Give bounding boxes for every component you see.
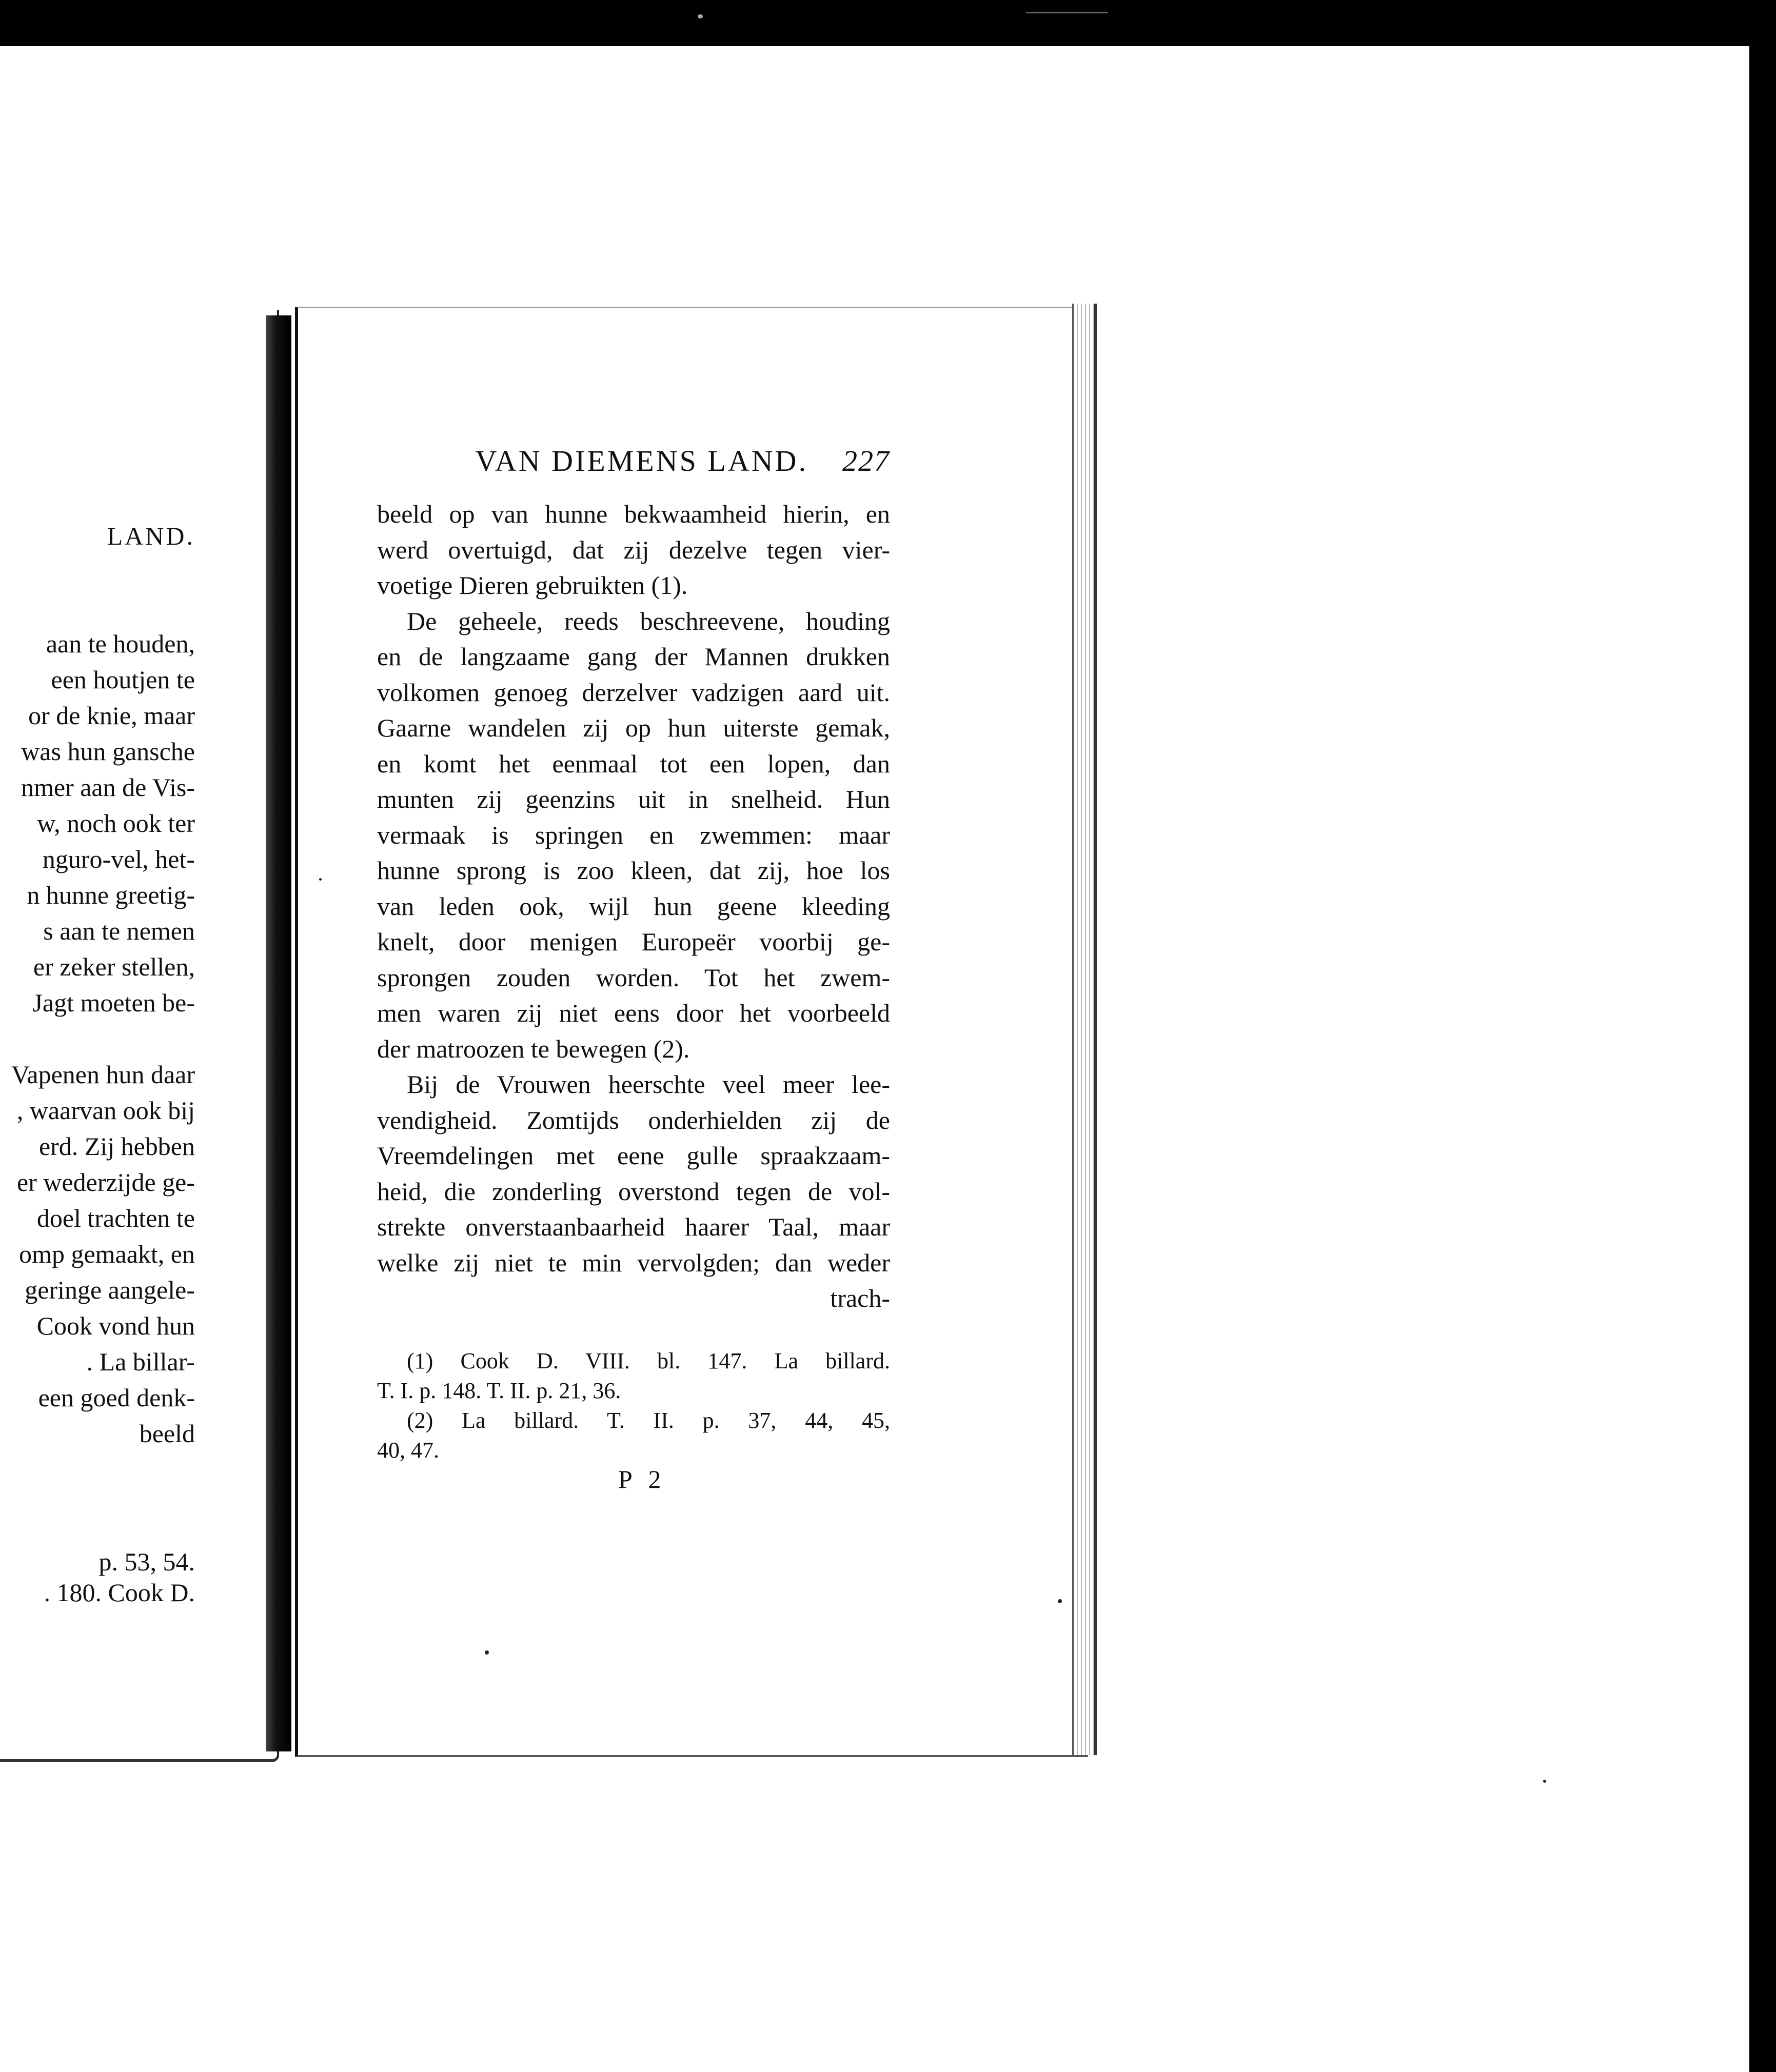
body-line: en komt het eenmaal tot een lopen, dan xyxy=(377,749,890,778)
left-page-line: Jagt moeten be- xyxy=(32,988,195,1017)
body-line: trach- xyxy=(830,1284,890,1312)
footnote-line: (1) Cook D. VIII. bl. 147. La billard. xyxy=(407,1348,890,1373)
left-page-line: w, noch ook ter xyxy=(37,809,195,838)
body-line: De geheele, reeds beschreevene, houding xyxy=(407,606,890,635)
body-line: werd overtuigd, dat zij dezelve tegen vier- xyxy=(377,535,890,564)
left-page-line: or de knie, maar xyxy=(28,701,195,730)
left-page-line: was hun gansche xyxy=(21,737,195,766)
body-line: sprongen zouden worden. Tot het zwem- xyxy=(377,963,890,992)
body-line: Gaarne wandelen zij op hun uiterste gemak, xyxy=(377,713,890,742)
left-page-line: beeld xyxy=(139,1419,195,1448)
left-page-line: aan te houden, xyxy=(46,629,195,658)
left-footnote: p. 53, 54. xyxy=(98,1547,195,1576)
left-page-line: een houtjen te xyxy=(51,665,195,694)
left-page-line: nmer aan de Vis- xyxy=(21,773,195,802)
body-line: vermaak is springen en zwemmen: maar xyxy=(377,820,890,849)
left-footnote: . 180. Cook D. xyxy=(44,1578,195,1607)
body-line: en de langzaame gang der Mannen drukken xyxy=(377,642,890,671)
running-head: VAN DIEMENS LAND. xyxy=(475,444,808,477)
left-page-line: omp gemaakt, en xyxy=(19,1240,195,1268)
left-page-line: nguro-vel, het- xyxy=(42,845,195,873)
scan-scratch xyxy=(1026,12,1108,13)
left-page-line: geringe aangele- xyxy=(25,1276,195,1304)
body-line: munten zij geenzins uit in snelheid. Hun xyxy=(377,785,890,813)
body-line: welke zij niet te min vervolgden; dan weder xyxy=(377,1248,890,1277)
page-number: 227 xyxy=(842,444,890,477)
left-page-line: s aan te nemen xyxy=(43,917,195,945)
left-page-line: Vapenen hun daar xyxy=(11,1060,195,1089)
book-spine xyxy=(266,315,291,1751)
left-page-line xyxy=(0,1021,195,1057)
scan-speck xyxy=(485,1650,489,1655)
left-page-line: , waarvan ook bij xyxy=(16,1096,195,1125)
left-page-line: Cook vond hun xyxy=(36,1311,195,1340)
page-edges xyxy=(1072,304,1097,1755)
scan-speck xyxy=(698,14,703,18)
body-line: Vreemdelingen met eene gulle spraakzaam- xyxy=(377,1141,890,1170)
body-line: vendigheid. Zomtijds onderhielden zij de xyxy=(377,1105,890,1134)
footnote-line: (2) La billard. T. II. p. 37, 44, 45, xyxy=(407,1408,890,1433)
left-running-head: LAND. xyxy=(107,522,195,550)
scan-speck xyxy=(1058,1599,1062,1603)
footnote-line: T. I. p. 148. T. II. p. 21, 36. xyxy=(377,1378,621,1403)
left-page-line: er wederzijde ge- xyxy=(17,1168,195,1197)
body-line: der matroozen te bewegen (2). xyxy=(377,1034,690,1063)
body-line: Bij de Vrouwen heerschte veel meer lee- xyxy=(407,1070,890,1099)
signature-mark: P 2 xyxy=(618,1465,666,1493)
body-line: heid, die zonderling overstond tegen de vol- xyxy=(377,1177,890,1206)
left-page-footnotes xyxy=(0,1544,195,1605)
left-page-line: een goed denk- xyxy=(38,1383,195,1412)
footnotes xyxy=(377,1346,890,1465)
scan-speck xyxy=(319,878,322,881)
left-page-line: doel trachten te xyxy=(36,1204,195,1232)
scan-speck xyxy=(1543,1780,1546,1783)
left-page-line: erd. Zij hebben xyxy=(38,1132,195,1161)
left-page xyxy=(0,310,279,1762)
footnote-line: 40, 47. xyxy=(377,1438,439,1463)
page-header xyxy=(377,444,890,485)
body-line: hunne sprong is zoo kleen, dat zij, hoe los xyxy=(377,856,890,885)
body-line: men waren zij niet eens door het voorbeeld xyxy=(377,999,890,1027)
body-line: beeld op van hunne bekwaamheid hierin, en xyxy=(377,500,890,528)
body-line: van leden ook, wijl hun geene kleeding xyxy=(377,891,890,921)
scan-border-right xyxy=(1749,0,1776,2072)
body-line: voetige Dieren gebruikten (1). xyxy=(377,571,688,600)
left-page-line: er zeker stellen, xyxy=(33,952,195,981)
left-page-line: . La billar- xyxy=(86,1347,195,1376)
left-page-lines xyxy=(0,626,195,1451)
left-page-line: n hunne greetig- xyxy=(27,881,195,909)
left-page-text xyxy=(0,446,195,1677)
body-text xyxy=(377,496,890,1317)
body-line: volkomen genoeg derzelver vadzigen aard uit. xyxy=(377,678,890,707)
body-line: strekte onverstaanbaarheid haarer Taal, maar xyxy=(377,1212,890,1241)
body-line: knelt, door menigen Europeër voorbij ge- xyxy=(377,927,890,956)
